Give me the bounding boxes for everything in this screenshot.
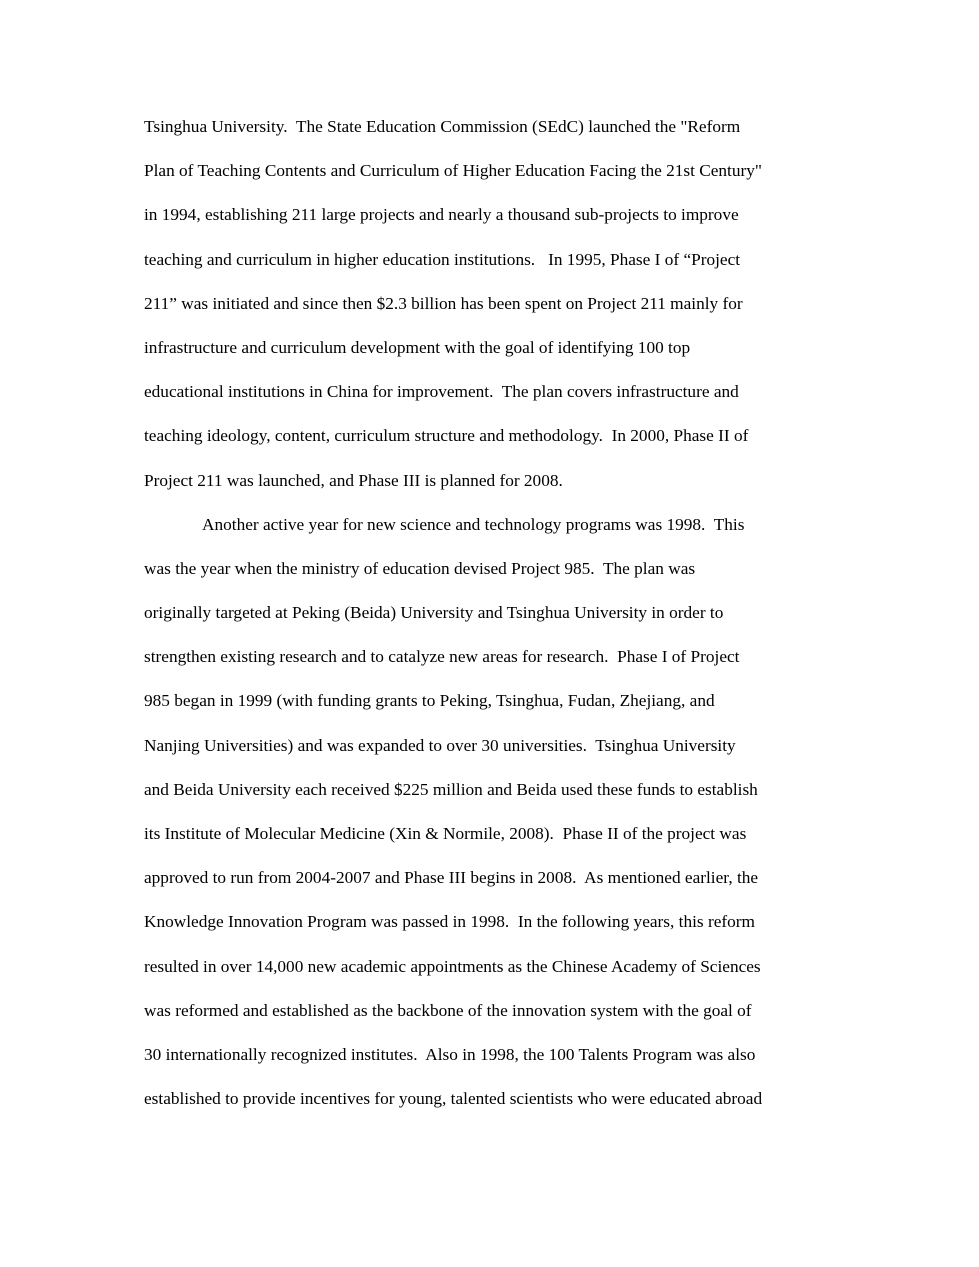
text-line: teaching and curriculum in higher education institutions. In 1995, Phase I of “Project — [144, 249, 741, 269]
text-line: 30 internationally recognized institutes. Also in 1998, the 100 Talents Program was also — [144, 1044, 756, 1064]
text-line: approved to run from 2004-2007 and Phase III begins in 2008. As mentioned earlier, the — [144, 868, 759, 888]
text-line: was reformed and established as the backbone of the innovation system with the goal of — [144, 1000, 752, 1020]
text-line: in 1994, establishing 211 large projects and nearly a thousand sub-projects to improve — [144, 205, 739, 225]
text-line: Plan of Teaching Contents and Curriculum of Higher Education Facing the 21st Century" — [144, 161, 762, 181]
paragraph-2 — [144, 508, 844, 1127]
text-line: established to provide incentives for young, talented scientists who were educated abroad — [144, 1089, 763, 1109]
body-text — [144, 110, 844, 1126]
text-line: educational institutions in China for improvement. The plan covers infrastructure and — [144, 382, 739, 402]
text-line: teaching ideology, content, curriculum structure and methodology. In 2000, Phase II of — [144, 426, 749, 446]
text-line: its Institute of Molecular Medicine (Xin & Normile, 2008). Phase II of the project was — [144, 824, 747, 843]
text-line: Nanjing Universities) and was expanded to over 30 universities. Tsinghua University — [144, 735, 736, 755]
text-line: originally targeted at Peking (Beida) University and Tsinghua University in order to — [144, 603, 724, 623]
text-line: was the year when the ministry of education devised Project 985. The plan was — [144, 558, 696, 578]
text-line: Tsinghua University. The State Education Commission (SEdC) launched the "Reform — [144, 117, 741, 136]
text-line: resulted in over 14,000 new academic appointments as the Chinese Academy of Sciences — [144, 956, 761, 976]
paragraph-1 — [144, 110, 844, 508]
text-line: and Beida University each received $225 million and Beida used these funds to establish — [144, 779, 758, 799]
text-line: Project 211 was launched, and Phase III is planned for 2008. — [144, 470, 563, 490]
text-line: strengthen existing research and to catalyze new areas for research. Phase I of Project — [144, 647, 740, 667]
text-line: 211” was initiated and since then $2.3 billion has been spent on Project 211 mainly for — [144, 293, 743, 313]
text-line: infrastructure and curriculum development with the goal of identifying 100 top — [144, 337, 691, 357]
text-line: Knowledge Innovation Program was passed in 1998. In the following years, this reform — [144, 912, 755, 932]
text-line: 985 began in 1999 (with funding grants to Peking, Tsinghua, Fudan, Zhejiang, and — [144, 691, 715, 711]
text-line: Another active year for new science and technology programs was 1998. This — [202, 514, 745, 534]
